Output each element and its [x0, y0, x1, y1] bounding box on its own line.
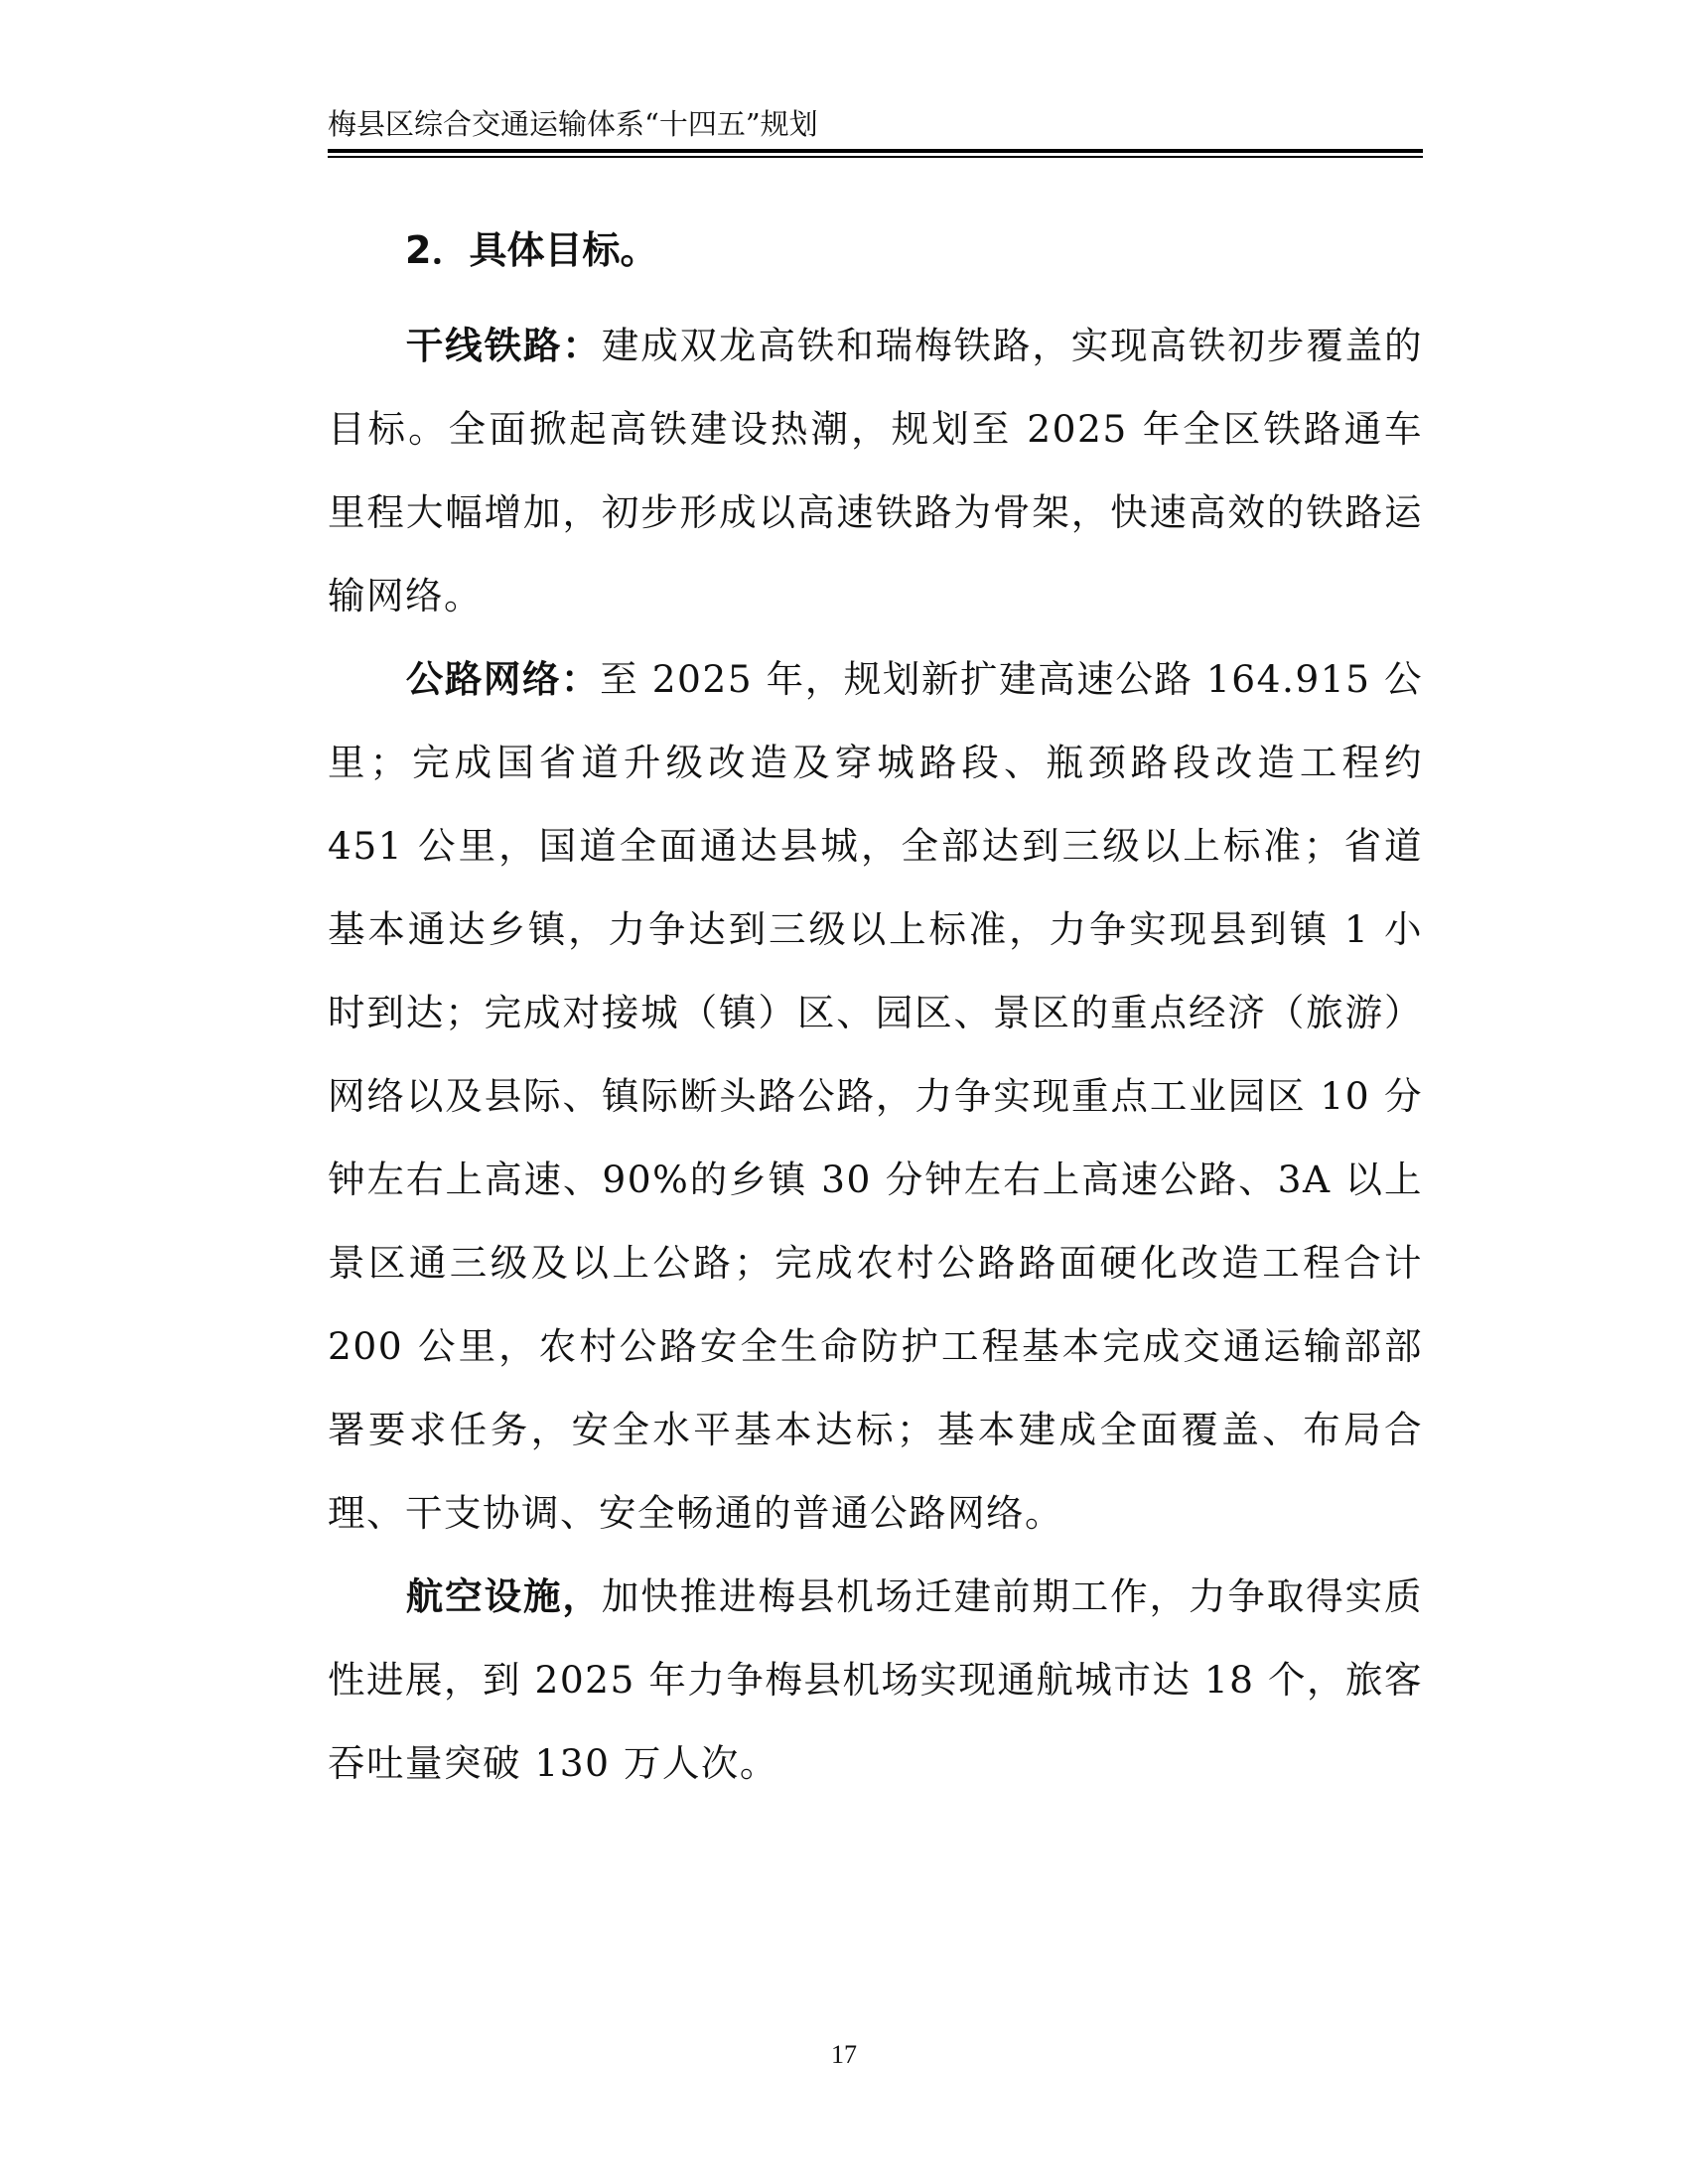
- paragraph-aviation: [328, 1555, 1423, 1805]
- paragraph-text: 至 2025 年，规划新扩建高速公路 164.915 公里；完成国省道升级改造及穿城路段、瓶颈路段改造工程约 451 公里，国道全面通达县城，全部达到三级以上标准；省道基本通达乡镇，力争达到三级以上标准，力争实现县到镇 1 小时到达；完成对接城（镇）区、园区、景区的重点经济（旅游）网络以及县际、镇际断头路公路，力争实现重点工业园区 10 分钟左右上高速、90%的乡镇 30 分钟左右上高速公路、3A 以上景区通三级及以上公路；完成农村公路路面硬化改造工程合计 200 公里，农村公路安全生命防护工程基本完成交通运输部部署要求任务，安全水平基本达标；基本建成全面覆盖、布局合理、干支协调、安全畅通的普通公路网络。: [328, 657, 1424, 1535]
- paragraph-text: 加快推进梅县机场迁建前期工作，力争取得实质性进展，到 2025 年力争梅县机场实现通航城市达 18 个，旅客吞吐量突破 130 万人次。: [328, 1574, 1424, 1785]
- paragraph-lead: 公路网络：: [405, 657, 601, 701]
- paragraph-highway: [328, 637, 1423, 1555]
- paragraph-railway: [328, 304, 1423, 637]
- header-rule-thick: [328, 149, 1423, 153]
- page-header: [328, 104, 1423, 144]
- page-body: [328, 218, 1423, 1805]
- paragraph-lead: 航空设施，: [405, 1574, 602, 1618]
- page-number: 17: [831, 2040, 857, 2069]
- paragraph-text: 建成双龙高铁和瑞梅铁路，实现高铁初步覆盖的目标。全面掀起高铁建设热潮，规划至 2025 年全区铁路通车里程大幅增加，初步形成以高速铁路为骨架，快速高效的铁路运输网络。: [328, 324, 1424, 617]
- section-heading: 2．具体目标。: [405, 228, 658, 272]
- document-title: 梅县区综合交通运输体系“十四五”规划: [328, 107, 818, 141]
- paragraph-lead: 干线铁路：: [405, 324, 602, 367]
- header-rule-thin: [328, 156, 1423, 158]
